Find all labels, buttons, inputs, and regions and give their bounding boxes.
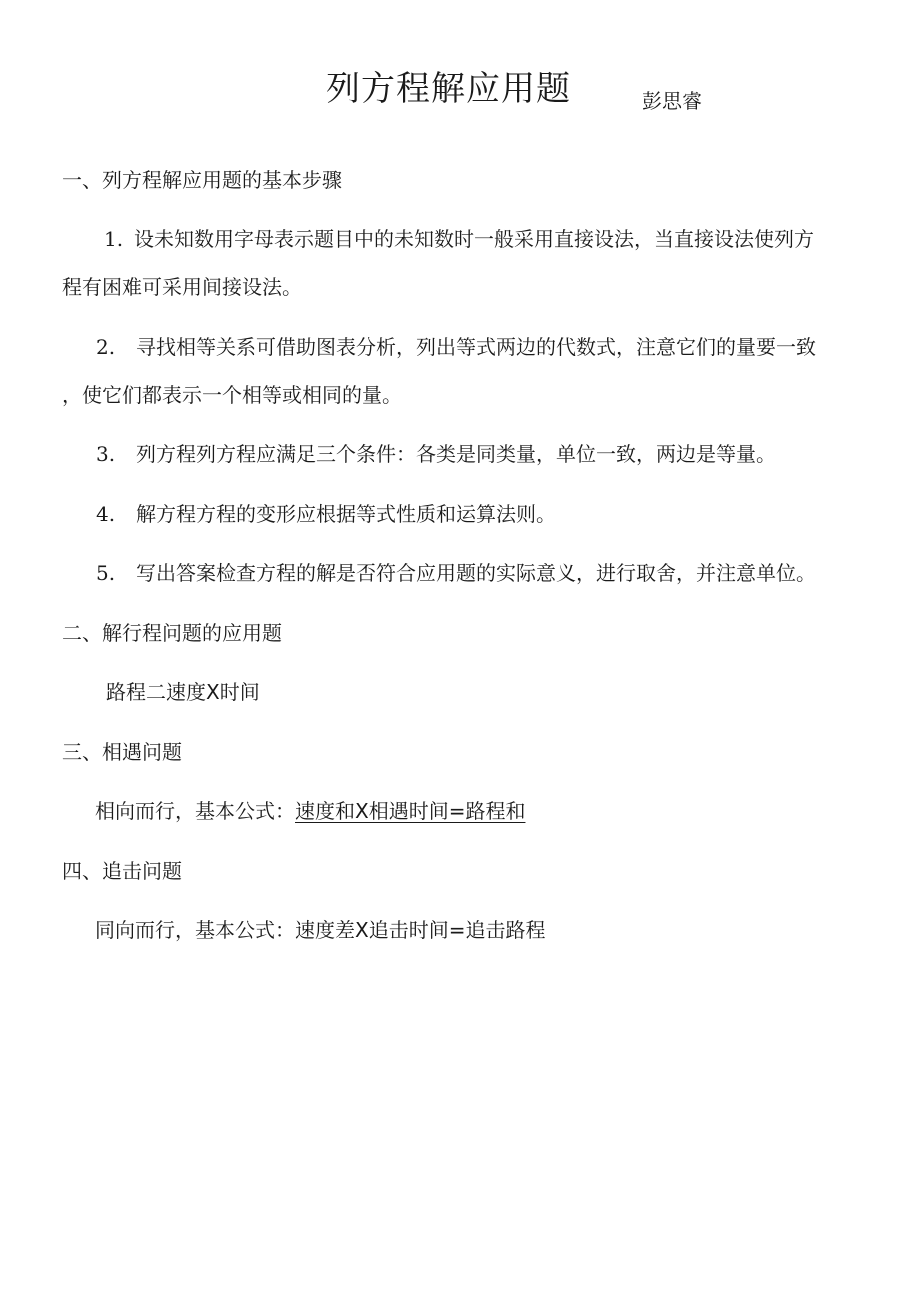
step-2-line-1 — [96, 333, 816, 361]
section-3-prefix: 相向而行，基本公式： — [95, 799, 295, 823]
step-4 — [96, 500, 556, 528]
step-3-text: 列方程列方程应满足三个条件：各类是同类量，单位一致，两边是等量。 — [136, 442, 776, 466]
step-5 — [96, 559, 816, 587]
section-4-heading: 四、追击问题 — [62, 859, 182, 883]
step-2-text: 寻找相等关系可借助图表分析，列出等式两边的代数式，注意它们的量要一致 — [136, 335, 816, 359]
section-1-heading: 一、列方程解应用题的基本步骤 — [62, 168, 342, 192]
section-3-heading: 三、相遇问题 — [62, 740, 182, 764]
step-5-text: 写出答案检查方程的解是否符合应用题的实际意义，进行取舍，并注意单位。 — [136, 561, 816, 585]
section-2-formula: 路程二速度X时间 — [106, 680, 260, 704]
step-4-number: 4. — [96, 502, 116, 526]
section-4-formula: 速度差X追击时间=追击路程 — [295, 918, 546, 942]
document-title: 列方程解应用题 — [326, 69, 571, 109]
section-2-heading: 二、解行程问题的应用题 — [62, 621, 282, 645]
step-1-line-2: 程有困难可采用间接设法。 — [62, 275, 302, 299]
step-3 — [96, 440, 776, 468]
step-5-number: 5. — [96, 561, 116, 585]
step-1-line-1 — [104, 225, 814, 253]
step-4-text: 解方程方程的变形应根据等式性质和运算法则。 — [136, 502, 556, 526]
section-4-prefix: 同向而行，基本公式： — [95, 918, 295, 942]
step-3-number: 3. — [96, 442, 116, 466]
section-4-body — [95, 916, 545, 944]
section-3-formula: 速度和X相遇时间=路程和 — [295, 799, 526, 823]
step-2-line-2: ，使它们都表示一个相等或相同的量。 — [62, 383, 402, 407]
step-2-number: 2. — [96, 335, 116, 359]
author-name: 彭思睿 — [642, 89, 702, 113]
step-1-text: 设未知数用字母表示题目中的未知数时一般采用直接设法，当直接设法使列方 — [134, 227, 814, 251]
section-3-body — [95, 797, 525, 825]
step-1-number: 1. — [104, 227, 124, 251]
